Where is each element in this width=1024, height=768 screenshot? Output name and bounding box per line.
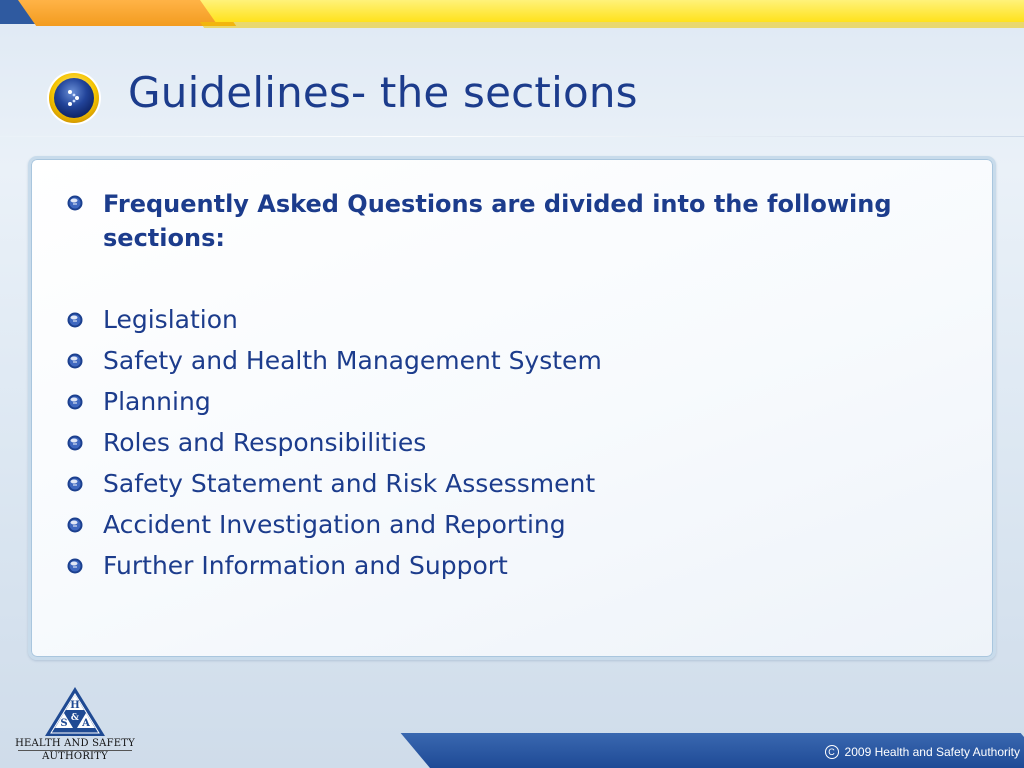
list-item-text: Planning [103, 387, 211, 416]
list-item-text: Accident Investigation and Reporting [103, 510, 566, 539]
yellow-stripe-shadow [200, 22, 1024, 28]
sphere-bullet-icon [67, 435, 83, 451]
list-item-text: Safety Statement and Risk Assessment [103, 469, 596, 498]
list-item-text: Safety and Health Management System [103, 346, 602, 375]
sphere-bullet-icon [67, 558, 83, 574]
sphere-bullet-icon [67, 517, 83, 533]
yellow-stripe [200, 0, 1024, 22]
sphere-bullet-icon [67, 476, 83, 492]
logo-letter-s: S [60, 718, 68, 729]
logo-letter-h: H [70, 700, 80, 711]
copyright-text: 2009 Health and Safety Authority [844, 745, 1020, 759]
logo-letter-a: A [82, 718, 90, 729]
logo-text-line2: AUTHORITY [42, 751, 108, 762]
list-item-text: Legislation [103, 305, 238, 334]
circular-bullet-icon [46, 70, 102, 126]
sphere-bullet-icon [67, 353, 83, 369]
list-item-accident [67, 507, 927, 542]
list-item-roles [67, 425, 927, 460]
list-item-safety-statement [67, 466, 927, 501]
logo-text-line1: HEALTH AND SAFETY [15, 738, 135, 749]
list-item-further-info [67, 548, 927, 583]
list-item-text: Further Information and Support [103, 551, 508, 580]
intro-text: Frequently Asked Questions are divided into the following sections: [103, 190, 892, 252]
logo-ampersand: & [70, 713, 80, 723]
slide-title: Guidelines- the sections [128, 68, 638, 117]
top-decorative-band [0, 0, 1024, 30]
sphere-bullet-icon [67, 195, 83, 211]
bullet-list [67, 187, 927, 583]
hsa-triangle-logo [14, 686, 136, 738]
list-item-shms [67, 343, 927, 378]
title-divider [0, 136, 1024, 137]
copyright-icon: C [825, 745, 839, 759]
sphere-bullet-icon [67, 394, 83, 410]
copyright-notice [825, 745, 1020, 759]
sphere-bullet-icon [67, 312, 83, 328]
list-item-legislation [67, 302, 927, 337]
intro-bullet [67, 187, 927, 255]
content-panel [28, 156, 996, 660]
list-item-text: Roles and Responsibilities [103, 428, 427, 457]
list-item-planning [67, 384, 927, 419]
hsa-logo [14, 686, 136, 766]
